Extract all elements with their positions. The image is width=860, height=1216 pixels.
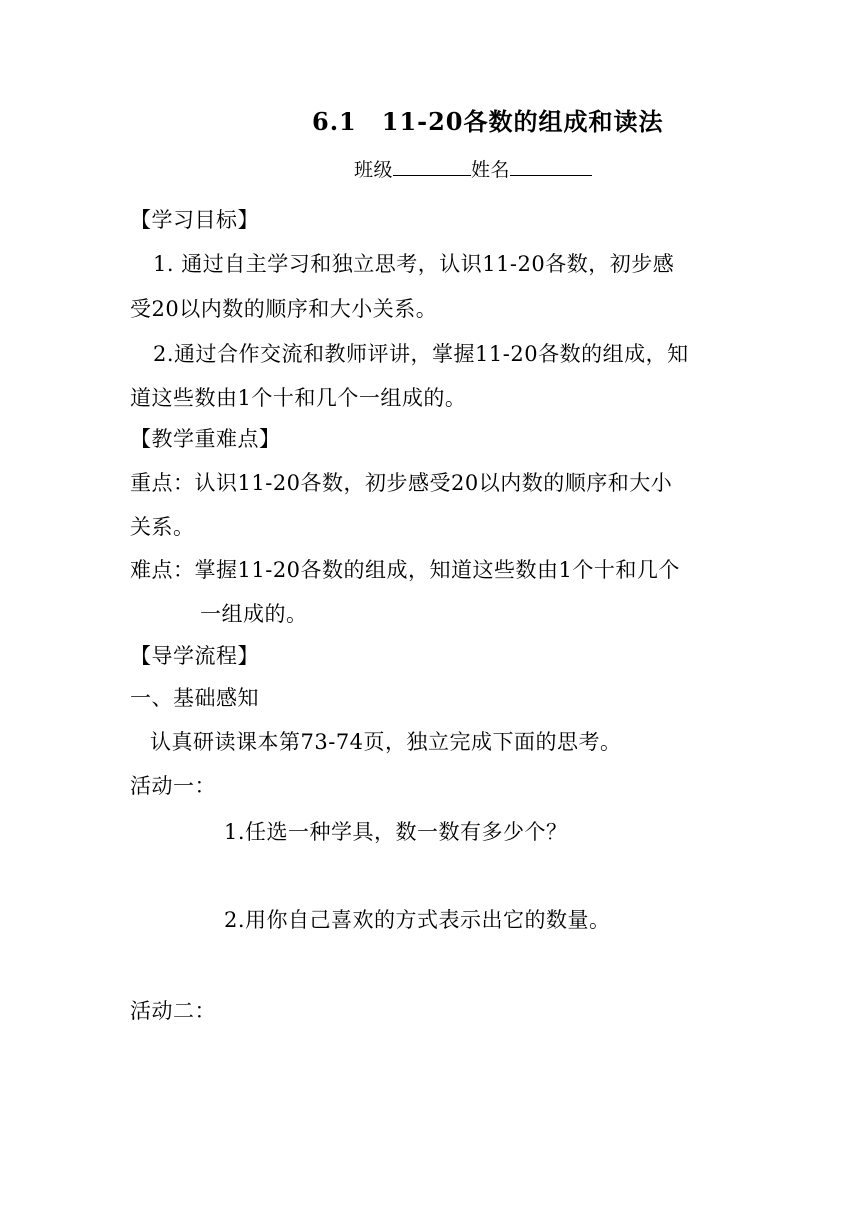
name-blank: [510, 157, 592, 176]
objective-line-3: 2.通过合作交流和教师评讲，掌握11-20各数的组成，知: [153, 342, 689, 366]
process-heading: 【导学流程】: [130, 644, 259, 668]
class-label: 班级: [354, 159, 394, 181]
key-point-line-1: 重点：认识11-20各数，初步感受20以内数的顺序和大小: [130, 471, 673, 495]
objective-line-2: 受20以内数的顺序和大小关系。: [130, 297, 438, 321]
objectives-heading: 【学习目标】: [130, 208, 259, 232]
objective-line-4: 道这些数由1个十和几个一组成的。: [130, 386, 467, 410]
activity-1-question-1: 1.任选一种学具，数一数有多少个？: [224, 820, 568, 844]
difficulty-line-2: 一组成的。: [200, 602, 308, 626]
key-point-line-2: 关系。: [130, 515, 195, 539]
objective-line-1: 1. 通过自主学习和独立思考，认识11-20各数，初步感: [153, 252, 675, 276]
activity-1-label: 活动一：: [130, 774, 216, 798]
study-instruction: 认真研读课本第73-74页，独立完成下面的思考。: [150, 730, 622, 754]
activity-2-label: 活动二：: [130, 999, 216, 1023]
class-blank: [393, 157, 471, 176]
difficulty-line-1: 难点：掌握11-20各数的组成，知道这些数由1个十和几个: [130, 558, 680, 582]
section-basic-perception: 一、基础感知: [130, 686, 259, 710]
class-name-line: [354, 155, 592, 185]
name-label: 姓名: [471, 159, 511, 181]
page-title: 6.1 11-20各数的组成和读法: [312, 107, 664, 136]
activity-1-question-2: 2.用你自己喜欢的方式表示出它的数量。: [224, 908, 611, 932]
key-points-heading: 【教学重难点】: [130, 427, 281, 451]
